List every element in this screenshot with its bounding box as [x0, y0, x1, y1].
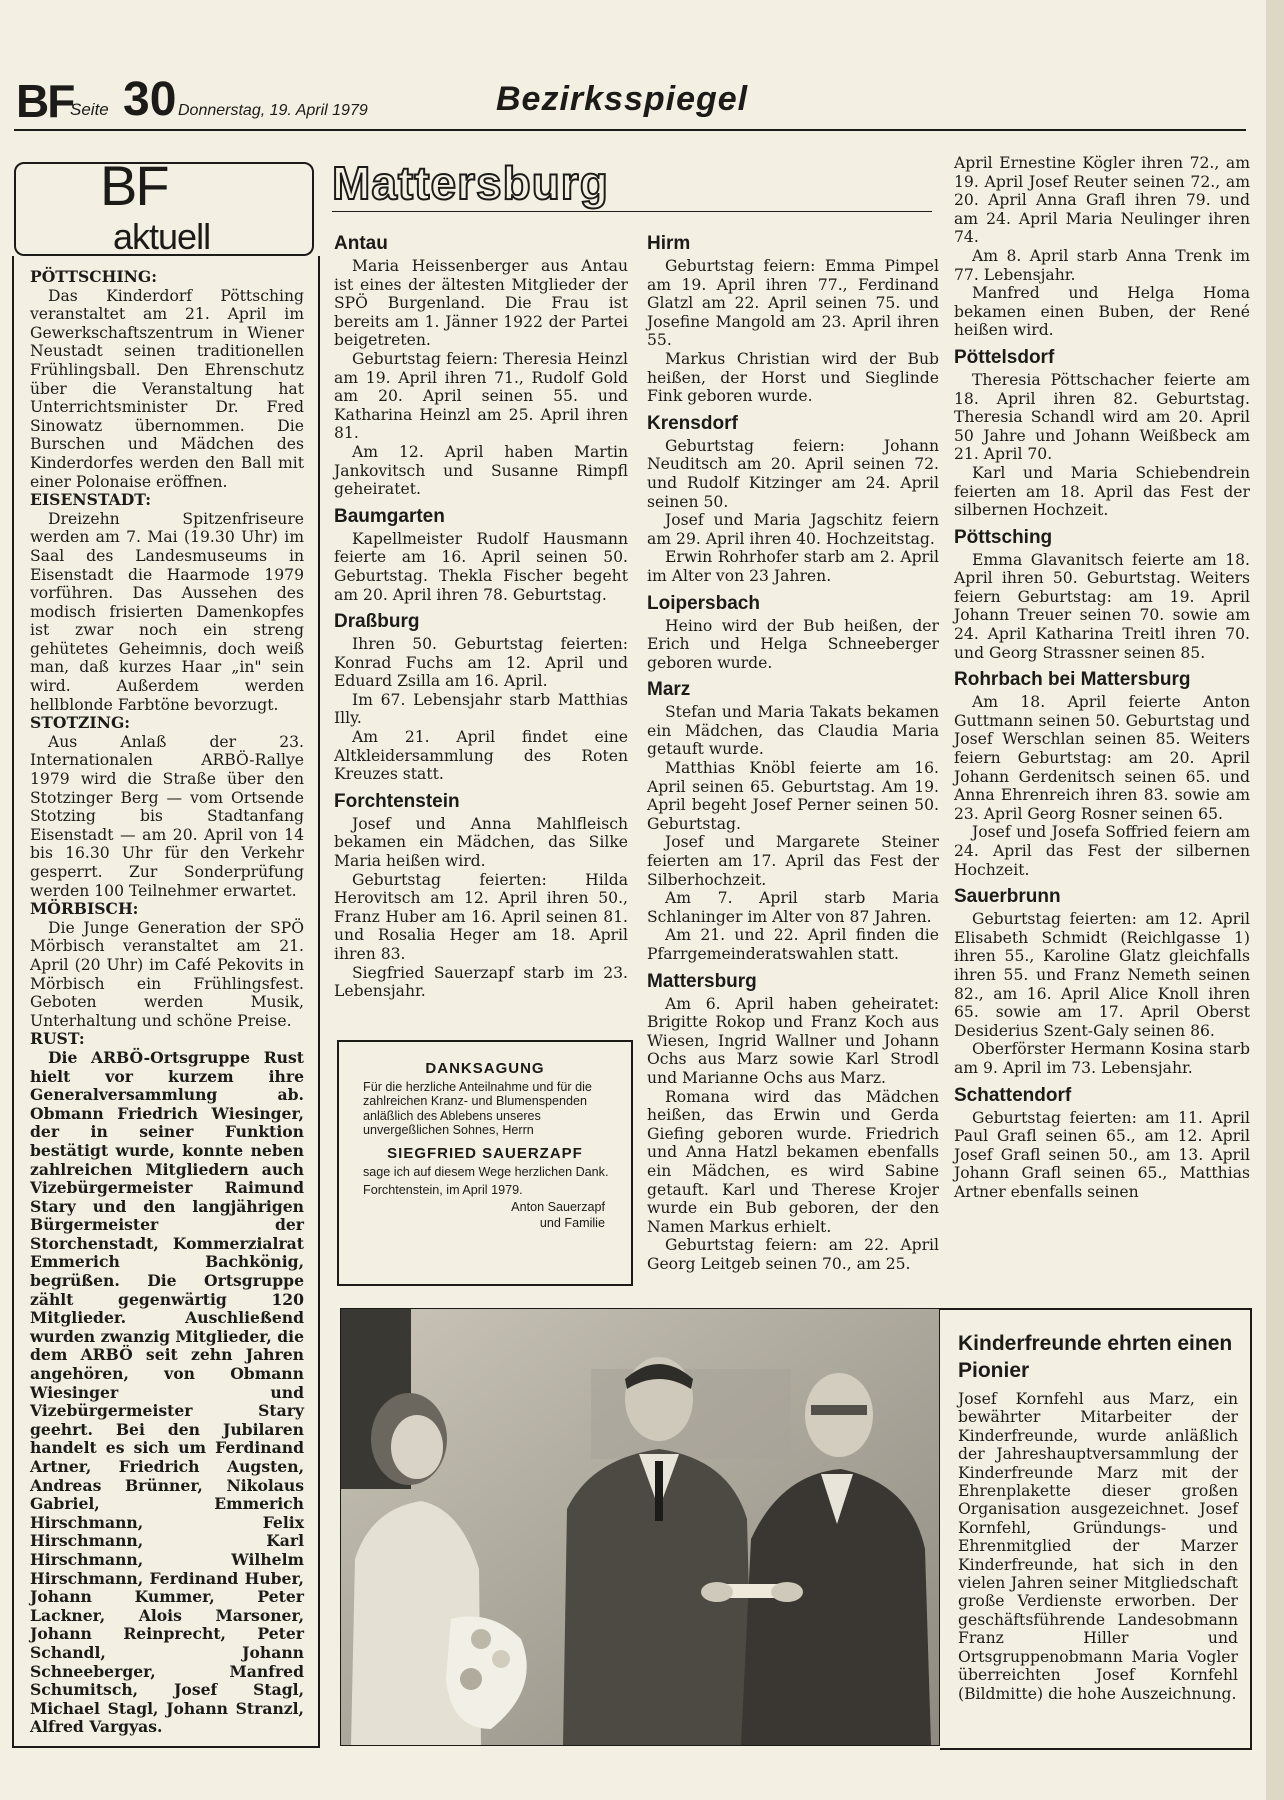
header-rule	[14, 129, 1246, 131]
section-title: Bezirksspiegel	[496, 80, 749, 118]
news-paragraph: Maria Heissenberger aus Antau ist eines der ältesten Mitglieder der SPÖ Burgenland. Die Frau ist bereits am 1. Jänner 1922 der Partei beigetreten.	[334, 257, 628, 350]
news-paragraph: Am 18. April feierte Anton Guttmann seinen 50. Geburtstag und Josef Werschlan seinen 85. Weiters feiern Geburtstag: am 20. April Johann Gerdenitsch seinen 65. und Anna Ehrenreich ihren 83. sowie am 23. April Georg Rosner seinen 65.	[954, 693, 1250, 823]
news-paragraph: Am 12. April haben Martin Jankovitsch und Susanne Rimpfl geheiratet.	[334, 442, 628, 499]
danksagung-notice	[337, 1040, 633, 1286]
place-heading: Mattersburg	[647, 970, 757, 992]
aktuell-subtitle: aktuell	[113, 216, 211, 257]
news-paragraph: April Ernestine Kögler ihren 72., am 19. April Josef Reuter seinen 72., am 20. April Anna Grafl ihren 79. und am 24. April Maria Neulinger ihren 74.	[954, 154, 1250, 247]
place-heading: Pöttsching	[954, 526, 1053, 548]
news-paragraph: Romana wird das Mädchen heißen, das Erwin und Gerda Giefing geboren wurde. Friedrich und Anna Hatzl bekamen ebenfalls ein Mädchen, es wird Sabine getauft. Karl und Therese Krojer wurde ein Bub geboren, der den Namen Markus erhielt.	[647, 1087, 939, 1236]
place-heading: Hirm	[647, 233, 691, 254]
news-paragraph: Markus Christian wird der Bub heißen, der Horst und Sieglinde Fink geboren wurde.	[647, 349, 939, 406]
place-heading: Forchtenstein	[334, 790, 460, 812]
aktuell-column	[30, 268, 304, 1737]
story-box	[940, 1308, 1252, 1750]
award-ceremony-photo	[341, 1309, 939, 1745]
news-paragraph: Am 21. April findet eine Altkleidersammlung des Roten Kreuzes statt.	[334, 728, 628, 784]
aktuell-text: Dreizehn Spitzenfriseure werden am 7. Mai (19.30 Uhr) im Saal des Landesmuseums in Eisenstadt die Haarmode 1979 vorführen. Das Aussehen des modisch frisierten Damenkopfes ist zwar noch ein streng gehütetes Geheimnis, doch weiß man, daß kurzes Haar „in" sein wird. Außerdem werden hellblonde Farbtöne bevorzugt.	[30, 509, 304, 714]
news-paragraph: Karl und Maria Schiebendrein feierten am 18. April das Fest der silbernen Hochzeit.	[954, 463, 1250, 520]
aktuell-logo: BF	[100, 154, 168, 217]
danksagung-thanks: sage ich auf diesem Wege herzlichen Dank.	[363, 1165, 609, 1180]
place-heading: Sauerbrunn	[954, 886, 1061, 908]
place-heading: Baumgarten	[334, 505, 445, 527]
aktuell-text: Die ARBÖ-Ortsgruppe Rust hielt vor kurzem ihre Generalversammlung ab. Obmann Friedrich Wiesinger, der in seiner Funktion bestätigt wurde, konnte neben zahlreichen Mitgliedern auch Vizebürgermeister Raimund Stary und den langjährigen Bürgermeister der Storchenstadt, Kommerzialrat Emmerich Bachkönig, begrüßen. Die Ortsgruppe zählt gegenwärtig 120 Mitglieder. Auschließend wurden zwanzig Mitglieder, die dem ARBÖ seit zehn Jahren angehören, von Obmann Wiesinger und Vizebürgermeister Stary geehrt. Bei den Jubilaren handelt es sich um Ferdinand Artner, Friedrich Augsten, Andreas Brünner, Nikolaus Gabriel, Emmerich Hirschmann, Felix Hirschmann, Karl Hirschmann, Wilhelm Hirschmann, Ferdinand Huber, Johann Kummer, Peter Lackner, Alois Marsoner, Johann Reinprecht, Peter Schandl, Johann Schneeberger, Manfred Schumitsch, Josef Stagl, Michael Stagl, Johann Stranzl, Alfred Vargyas.	[30, 1047, 304, 1737]
masthead-logo: BF	[16, 75, 74, 127]
news-paragraph: Am 8. April starb Anna Trenk im 77. Lebensjahr.	[954, 246, 1250, 284]
news-paragraph: Oberförster Hermann Kosina starb am 9. April im 73. Lebensjahr.	[954, 1040, 1250, 1077]
place-heading: Loipersbach	[647, 592, 760, 614]
place-heading: Pöttelsdorf	[954, 346, 1055, 368]
column-2	[647, 226, 939, 1274]
column-3	[954, 154, 1250, 1202]
aktuell-text: Die Junge Generation der SPÖ Mörbisch veranstaltet am 21. April (20 Uhr) im Café Pekovits in Mörbisch ein Frühlingsfest. Geboten werden Musik, Unterhaltung und schöne Preise.	[30, 918, 304, 1030]
danksagung-signature-2: und Familie	[539, 1215, 605, 1230]
region-title-rule	[332, 211, 932, 212]
news-paragraph: Ihren 50. Geburtstag feierten: Konrad Fuchs am 12. April und Eduard Zsilla am 16. April.	[334, 635, 628, 691]
place-heading: Draßburg	[334, 611, 420, 633]
place-heading: Rohrbach bei Mattersburg	[954, 669, 1191, 691]
news-paragraph: Manfred und Helga Homa bekamen einen Buben, der René heißen wird.	[954, 284, 1250, 340]
news-paragraph: Josef und Margarete Steiner feierten am 17. April das Fest der Silberhochzeit.	[647, 833, 939, 889]
aktuell-heading: PÖTTSCHING:	[30, 267, 157, 286]
news-paragraph: Am 21. und 22. April finden die Pfarrgemeinderatswahlen statt.	[647, 926, 939, 963]
danksagung-name: SIEGFRIED SAUERZAPF	[387, 1145, 583, 1163]
column-1	[334, 226, 628, 1001]
aktuell-text: Aus Anlaß der 23. Internationalen ARBÖ-Rallye 1979 wird die Straße über den Stotzinger Berg — vom Ortsende Stotzing bis Stadtanfang Eisenstadt — am 20. April von 14 bis 16.30 Uhr für den Verkehr gesperrt. Zur Sonderprüfung werden 100 Teilnehmer erwartet.	[30, 732, 304, 900]
danksagung-title: DANKSAGUNG	[425, 1060, 545, 1077]
news-paragraph: Geburtstag feierten: am 11. April Paul Grafl seinen 65., am 12. April Josef Grafl seinen 50., am 13. April Johann Grafl seinen 65., Matthias Artner ebenfalls seinen	[954, 1108, 1250, 1201]
danksagung-place-date: Forchtenstein, im April 1979.	[363, 1183, 523, 1198]
news-paragraph: Geburtstag feiern: am 22. April Georg Leitgeb seinen 70., am 25.	[647, 1236, 939, 1273]
danksagung-body: Für die herzliche Anteilnahme und für die zahlreichen Kranz- und Blumenspenden anläßlich des Ablebens unseres unvergeßlichen Sohnes, Herrn	[363, 1080, 592, 1137]
page-edge	[1266, 0, 1284, 1800]
news-paragraph: Heino wird der Bub heißen, der Erich und Helga Schneeberger geboren wurde.	[647, 616, 939, 672]
aktuell-heading: RUST:	[30, 1029, 85, 1049]
place-heading: Marz	[647, 679, 691, 701]
news-paragraph: Geburtstag feiern: Emma Pimpel am 19. April ihren 77., Ferdinand Glatzl am 22. April seinen 75. und Josefine Mangold am 23. April ihren 55.	[647, 257, 939, 350]
news-paragraph: Geburtstag feierten: Hilda Herovitsch am 12. April ihren 50., Franz Huber am 16. April seinen 81. und Rosalia Heger am 18. April ihren 83.	[334, 870, 628, 963]
news-paragraph: Josef und Josefa Soffried feiern am 24. April das Fest der silbernen Hochzeit.	[954, 823, 1250, 879]
story-headline: Kinderfreunde ehrten einen Pionier	[958, 1332, 1233, 1382]
news-paragraph: Im 67. Lebensjahr starb Matthias Illy.	[334, 690, 628, 728]
place-heading: Krensdorf	[647, 412, 738, 434]
news-paragraph: Siegfried Sauerzapf starb im 23. Lebensjahr.	[334, 963, 628, 1001]
aktuell-heading: STOTZING:	[30, 713, 131, 733]
danksagung-signature-1: Anton Sauerzapf	[511, 1199, 605, 1214]
aktuell-text: Das Kinderdorf Pöttsching veranstaltet am 21. April im Gewerkschaftszentrum in Wiener Neustadt seinen traditionellen Frühlingsball. Den Ehrenschutz über die Veranstaltung hat Unterrichtsminister Dr. Fred Sinowatz übernommen. Die Burschen und Mädchen des Kinderdorfes werden den Ball mit einer Polonaise eröffnen.	[30, 286, 304, 491]
news-paragraph: Kapellmeister Rudolf Hausmann feierte am 16. April seinen 50. Geburtstag. Thekla Fischer begeht am 20. April ihren 78. Geburtstag.	[334, 529, 628, 604]
place-heading: Antau	[334, 233, 388, 254]
seite-label: Seite	[70, 100, 109, 119]
news-paragraph: Matthias Knöbl feierte am 16. April seinen 65. Geburtstag. Am 19. April begeht Josef Perner seinen 50. Geburtstag.	[647, 759, 939, 833]
news-paragraph: Emma Glavanitsch feierte am 18. April ihren 50. Geburtstag. Weiters feiern Geburtstag: am 19. April Johann Treuer seinen 70. sowie am 24. April Katharina Treitl ihren 70. und Georg Strassner seinen 85.	[954, 550, 1250, 662]
place-heading: Schattendorf	[954, 1084, 1072, 1106]
news-paragraph: Josef und Maria Jagschitz feiern am 29. April ihren 40. Hochzeitstag.	[647, 511, 939, 548]
news-paragraph: Geburtstag feiern: Johann Neuditsch am 20. April seinen 72. und Rudolf Kitzinger am 24. April seinen 50.	[647, 436, 939, 511]
issue-date: Donnerstag, 19. April 1979	[178, 102, 368, 119]
news-paragraph: Am 6. April haben geheiratet: Brigitte Rokop und Franz Koch aus Wiesen, Ingrid Wallner und Johann Ochs aus Marz sowie Karl Strodl und Marianne Ochs aus Marz.	[647, 994, 939, 1087]
news-paragraph: Erwin Rohrhofer starb am 2. April im Alter von 23 Jahren.	[647, 548, 939, 585]
aktuell-heading: EISENSTADT:	[30, 490, 152, 510]
news-paragraph: Geburtstag feiern: Theresia Heinzl am 19. April ihren 71., Rudolf Gold am 20. April seinen 55. und Katharina Heinzl am 25. April ihren 81.	[334, 349, 628, 443]
aktuell-heading: MÖRBISCH:	[30, 899, 139, 919]
news-paragraph: Geburtstag feierten: am 12. April Elisabeth Schmidt (Reichlgasse 1) ihren 55., Karoline Glatz gleichfalls ihren 55. und Franz Nemeth seinen 82., am 16. April Alice Knoll ihren 65. sowie am 17. April Oberst Desiderius Szent-Galy seinen 86.	[954, 910, 1250, 1040]
news-paragraph: Am 7. April starb Maria Schlaninger im Alter von 87 Jahren.	[647, 889, 939, 926]
news-paragraph: Theresia Pöttschacher feierte am 18. April ihren 82. Geburtstag. Theresia Schandl wird am 20. April 50 Jahre und Johann Weißbeck am 21. April 70.	[954, 370, 1250, 464]
news-photo	[340, 1308, 940, 1746]
page-number: 30	[123, 73, 177, 126]
news-paragraph: Stefan und Maria Takats bekamen ein Mädchen, das Claudia Maria getauft wurde.	[647, 703, 939, 759]
story-body: Josef Kornfehl aus Marz, ein bewährter Mitarbeiter der Kinderfreunde, wurde anläßlich der Jahreshauptversammlung der Kinderfreunde Marz mit der Ehrenplakette dieser großen Organisation ausgezeichnet. Josef Kornfehl, Gründungs- und Ehrenmitglied der Marzer Kinderfreunde, hat sich in den vielen Jahren seiner Mitgliedschaft große Verdienste erworben. Der geschäftsführende Landesobmann Franz Hiller und Ortsgruppenobmann Maria Vogler überreichten Josef Kornfehl (Bildmitte) die hohe Auszeichnung.	[958, 1390, 1238, 1703]
region-title: Mattersburg	[332, 157, 609, 209]
news-paragraph: Josef und Anna Mahlfleisch bekamen ein Mädchen, das Silke Maria heißen wird.	[334, 814, 628, 871]
